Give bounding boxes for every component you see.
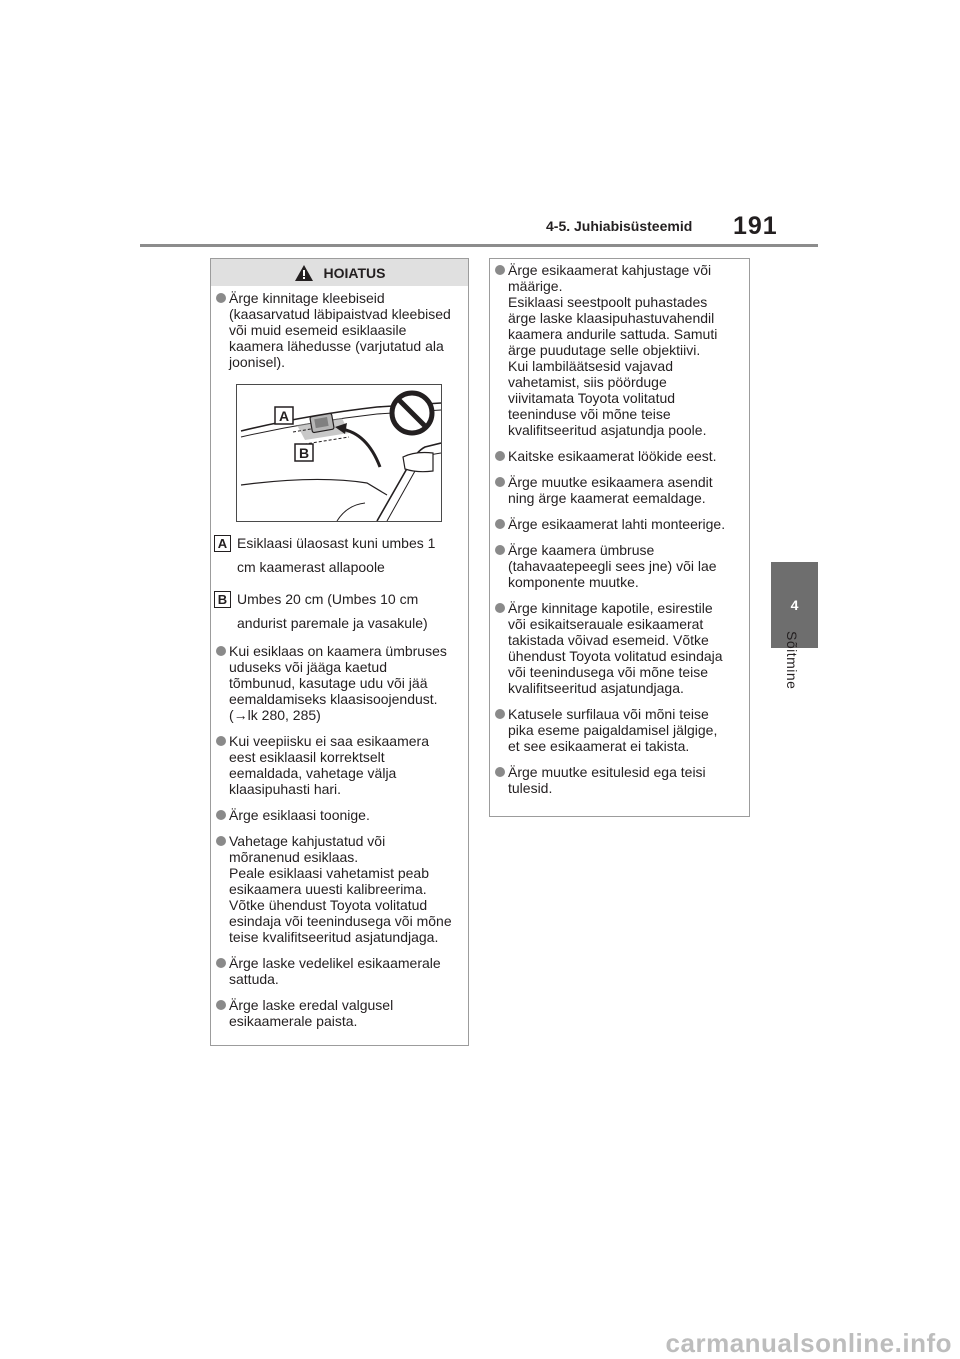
list-item xyxy=(216,733,466,797)
item-text: Ärge esikaamerat lahti monteerige. xyxy=(508,516,726,532)
warning-triangle-icon xyxy=(294,264,314,282)
list-item xyxy=(216,955,466,987)
chapter-tab: 4 xyxy=(771,562,818,648)
bullet-icon xyxy=(495,477,505,487)
legend-key: B xyxy=(214,591,231,608)
header-rule xyxy=(140,244,818,247)
list-item xyxy=(495,706,747,754)
footer xyxy=(0,1320,960,1358)
item-text: Kaitske esikaamerat löökide eest. xyxy=(508,448,717,464)
bullet-icon xyxy=(216,736,226,746)
list-item xyxy=(495,516,747,532)
bullet-icon xyxy=(216,293,226,303)
item-text: Ärge laske vedelikel esikaamerale sattuda. xyxy=(229,955,441,987)
item-text: Katusele surfilaua või mõni teise pika eseme paigaldamisel jälgige, et see esikaamerat ei takista. xyxy=(508,706,718,754)
left-items-bottom xyxy=(216,643,466,1039)
warning-title: HOIATUS xyxy=(323,264,386,281)
bullet-icon xyxy=(495,603,505,613)
right-items xyxy=(495,262,747,806)
item-text: Ärge laske eredal valgusel esikaamerale paista. xyxy=(229,997,394,1029)
bullet-icon xyxy=(495,451,505,461)
item-text: Ärge kinnitage kleebiseid (kaasarvatud läbipaistvad kleebised või muid esemeid esiklaasile kaamera lähedusse (varjutatud ala joonisel). xyxy=(229,290,451,370)
item-text: Kui esiklaas on kaamera ümbruses uduseks või jääga kaetud tõmbunud, kasutage udu või jää eemaldamiseks klaasisoojendust. (→lk 280, 285) xyxy=(229,643,447,723)
section-title: 4-5. Juhiabisüsteemid xyxy=(546,218,693,234)
bullet-icon xyxy=(216,958,226,968)
bullet-icon xyxy=(495,519,505,529)
item-text: Ärge muutke esikaamera asendit ning ärge kaamerat eemaldage. xyxy=(508,474,713,506)
item-text: Ärge kinnitage kapotile, esirestile või esikaitserauale esikaamerat takistada võivad esemeid. Võtke ühendust Toyota volitatud esindaja või teenindusega või mõne teise kvalifitseeritud asjatundjaga. xyxy=(508,600,723,696)
windshield-figure xyxy=(236,384,442,522)
list-item xyxy=(495,764,747,796)
figure-label-b: B xyxy=(298,445,310,461)
item-text: Ärge esikaamerat kahjustage või määrige. Esiklaasi seestpoolt puhastades ärge laske klaasipuhastuvahendil kaamera andurile sattuda. Samuti ärge puudutage selle objektiivi. Kui lambiläätsesid vajavad vahetamist, siis pöörduge viivitamata Toyota volitatud teeninduse või mõne teise kvalifitseeritud asjatundja poole. xyxy=(508,262,718,438)
list-item xyxy=(495,542,747,590)
left-items-top xyxy=(216,290,466,380)
figure-label-a: A xyxy=(278,408,290,424)
watermark-text: carmanualsonline.info xyxy=(665,1328,952,1358)
warning-header xyxy=(211,259,468,286)
item-text: Kui veepiisku ei saa esikaamera eest esiklaasil korrektselt eemaldada, vahetage välja klaasipuhasti hari. xyxy=(229,733,429,797)
list-item xyxy=(495,474,747,506)
list-item xyxy=(495,262,747,438)
page-number: 191 xyxy=(733,212,778,240)
bullet-icon xyxy=(495,545,505,555)
list-item xyxy=(216,997,466,1029)
bullet-icon xyxy=(216,646,226,656)
item-text: Ärge esiklaasi toonige. xyxy=(229,807,370,823)
item-text: Ärge kaamera ümbruse (tahavaatepeegli sees jne) või lae komponente muutke. xyxy=(508,542,717,590)
bullet-icon xyxy=(216,836,226,846)
list-item xyxy=(216,833,466,945)
list-item xyxy=(216,643,466,723)
bullet-icon xyxy=(495,709,505,719)
legend-text: Esiklaasi ülaosast kuni umbes 1 xyxy=(237,535,436,551)
item-text: Vahetage kahjustatud või mõranenud esiklaas. Peale esiklaasi vahetamist peab esikaamera uuesti kalibreerima. Võtke ühendust Toyota volitatud esindaja või teenindusega või mõne teise kvalifitseeritud asjatundjaga. xyxy=(229,833,452,945)
legend-text: cm kaamerast allapoole xyxy=(237,559,385,575)
list-item xyxy=(495,600,747,696)
item-text: Ärge muutke esitulesid ega teisi tulesid. xyxy=(508,764,706,796)
bullet-icon xyxy=(495,265,505,275)
bullet-icon xyxy=(216,1000,226,1010)
list-item xyxy=(495,448,747,464)
legend-text: Umbes 20 cm (Umbes 10 cm xyxy=(237,591,419,607)
list-item xyxy=(216,807,466,823)
bullet-icon xyxy=(216,810,226,820)
legend-text: andurist paremale ja vasakule) xyxy=(237,615,428,631)
legend-key: A xyxy=(214,535,231,552)
list-item xyxy=(216,290,466,370)
bullet-icon xyxy=(495,767,505,777)
chapter-label: Sõitmine xyxy=(784,631,800,690)
windshield-illustration xyxy=(237,385,441,521)
